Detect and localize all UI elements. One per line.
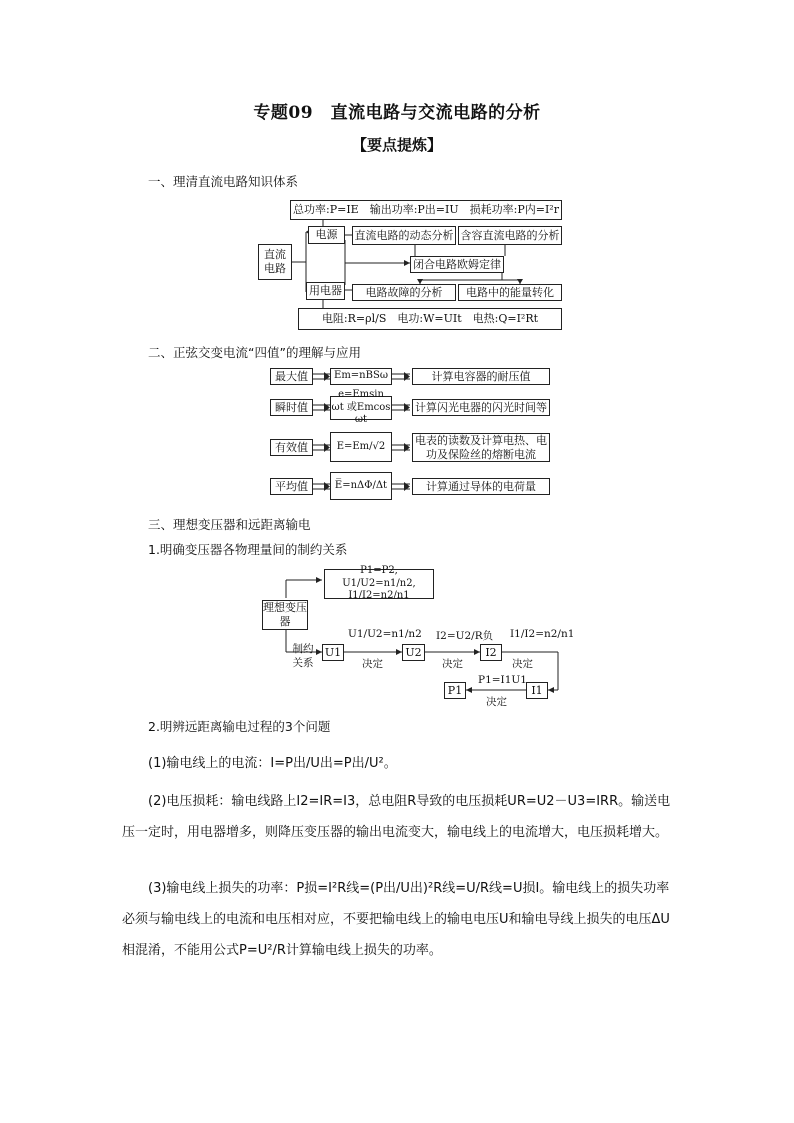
effective-value-formula: E=Em/√2	[330, 432, 392, 462]
dc-circuit-box: 直流电路	[258, 244, 292, 280]
decide-label-2: 决定	[442, 658, 463, 670]
u1-box: U1	[322, 644, 344, 661]
relation-i1: I1/I2=n2/n1	[510, 628, 575, 640]
power-relation-box: P1=P2, U1/U2=n1/n2, I1/I2=n2/n1	[324, 569, 434, 599]
max-value-formula: Em=nBSω	[330, 368, 392, 385]
paragraph-power-loss: (3)输电线上损失的功率：P损=I²R线=(P出/U出)²R线=U/R线=U损I。输电线上的损失功率必须与输电线上的电流和电压相对应，不要把输电线上的输电电压U和输电导线上损失的电压ΔU相混淆，不能用公式P=U²/R计算输电线上损失的功率。	[122, 881, 670, 958]
effective-value-use: 电表的读数及计算电热、电功及保险丝的熔断电流	[412, 433, 550, 462]
consumer-box: 用电器	[306, 282, 345, 300]
relation-p1: P1=I1U1	[478, 674, 527, 686]
dc-resistance-formulas: 电阻:R=ρl/S 电功:W=UIt 电热:Q=I²Rt	[298, 308, 562, 330]
instant-value-use: 计算闪光电器的闪光时间等	[412, 399, 550, 416]
section3-sub1: 1.明确变压器各物理量间的制约关系	[148, 542, 348, 557]
average-value-formula: E̅=nΔΦ/Δt	[330, 472, 392, 500]
average-value-label: 平均值	[270, 478, 313, 495]
max-value-use: 计算电容器的耐压值	[412, 368, 550, 385]
instant-value-formula: e=Emsin ωt 或Emcos ωt	[331, 389, 391, 426]
constraint-label: 制约关系	[292, 643, 314, 669]
i1-box: I1	[526, 682, 548, 699]
u2-box: U2	[402, 644, 425, 661]
page-subtitle: 【要点提炼】	[351, 136, 442, 154]
effective-value-label: 有效值	[270, 439, 313, 456]
decide-label-1: 决定	[362, 658, 383, 670]
paragraph-voltage-loss: (2)电压损耗：输电线路上I2=IR=I3，总电阻R导致的电压损耗UR=U2－U3=IRR。输送电压一定时，用电器增多，则降压变压器的输出电流变大，输电线上的电流增大，电压损耗增大。	[122, 794, 671, 840]
section3-sub2: 2.明辨远距离输电过程的3个问题	[148, 719, 331, 734]
i2-box: I2	[480, 644, 502, 661]
decide-label-4: 决定	[486, 696, 507, 708]
page-title: 专题09 直流电路与交流电路的分析	[253, 103, 541, 123]
section1-heading: 一、理清直流电路知识体系	[148, 174, 299, 189]
energy-conversion-box: 电路中的能量转化	[458, 284, 562, 301]
section3-heading: 三、理想变压器和远距离输电	[148, 517, 311, 532]
section2-heading: 二、正弦交变电流“四值”的理解与应用	[148, 345, 361, 360]
decide-label-3: 决定	[512, 658, 533, 670]
average-value-use: 计算通过导体的电荷量	[412, 478, 550, 495]
max-value-label: 最大值	[270, 368, 313, 385]
instant-value-label: 瞬时值	[270, 399, 313, 416]
ideal-transformer-box: 理想变压器	[263, 601, 307, 628]
p1-box: P1	[444, 682, 466, 699]
power-source-box: 电源	[308, 226, 345, 244]
ohm-law-box: 闭合电路欧姆定律	[410, 256, 504, 273]
paragraph-current: (1)输电线上的电流：I=P出/U出=P出/U²。	[148, 756, 397, 771]
dc-power-formulas: 总功率:P=IE 输出功率:P出=IU 损耗功率:P内=I²r	[290, 200, 562, 220]
capacitor-circuit-box: 含容直流电路的分析	[458, 226, 562, 245]
relation-u: U1/U2=n1/n2	[348, 628, 422, 640]
fault-analysis-box: 电路故障的分析	[352, 284, 456, 301]
dynamic-analysis-box: 直流电路的动态分析	[352, 226, 456, 245]
relation-i2: I2=U2/R负	[436, 630, 494, 642]
